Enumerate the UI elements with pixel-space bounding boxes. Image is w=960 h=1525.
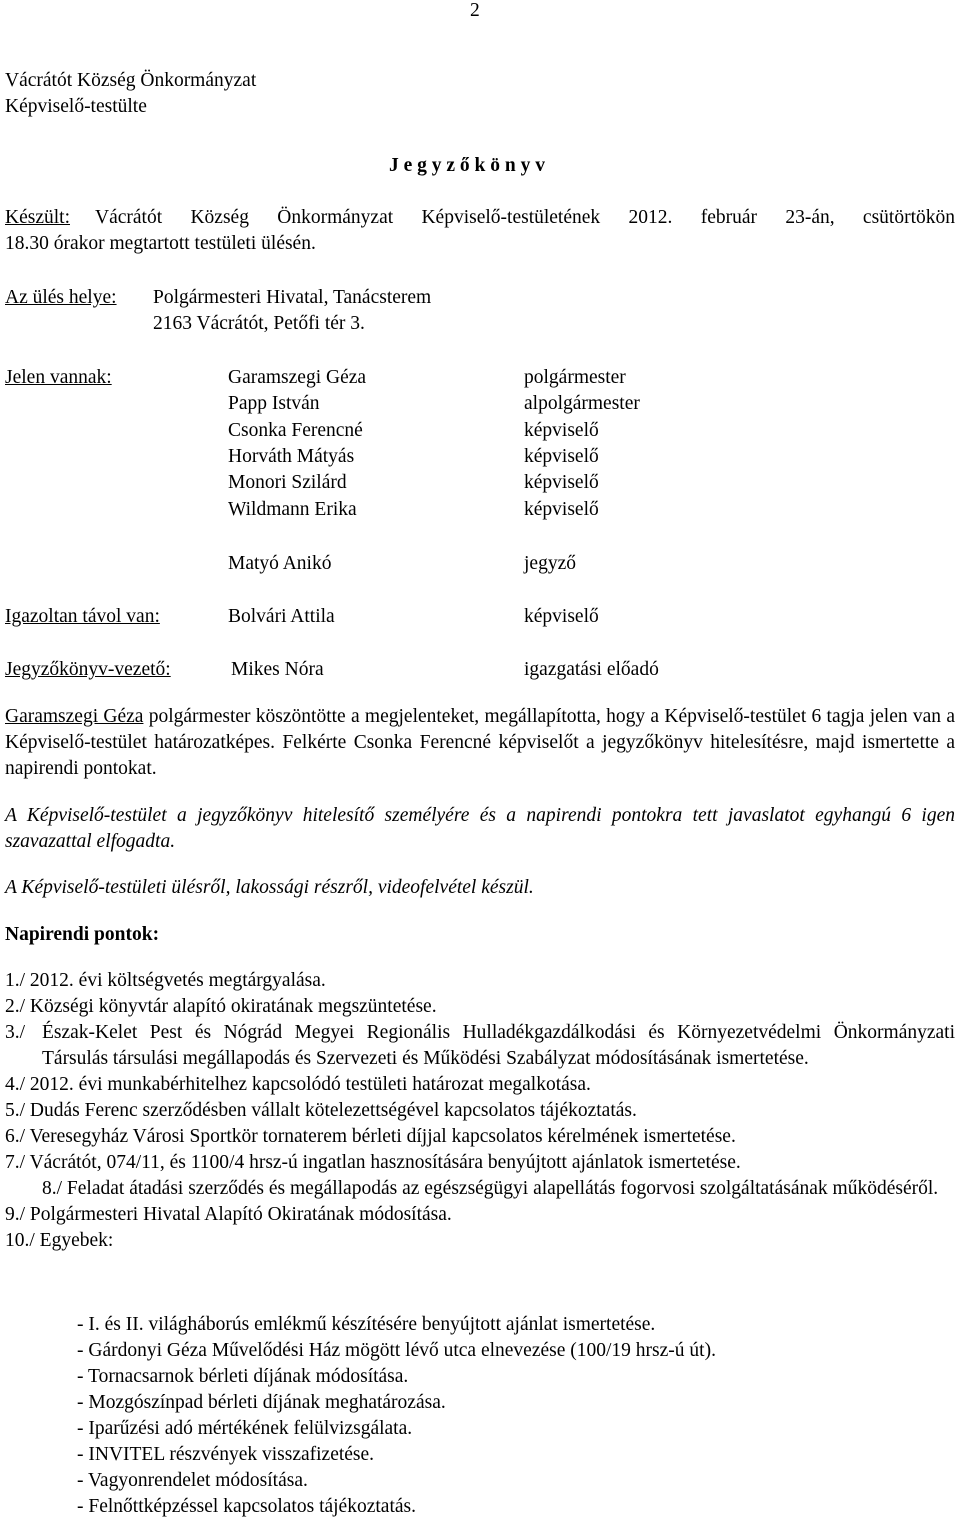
sub-item: - I. és II. világháborús emlékmű készítésére benyújtott ajánlat ismertetése.	[77, 1314, 656, 1335]
resolution-text: A Képviselő-testület a jegyzőkönyv hitelesítő személyére és a napirendi pontokra tett javaslatot egyhangú 6 igen szavazattal elfogadta.	[5, 805, 955, 852]
agenda-item: 4./ 2012. évi munkabérhitelhez kapcsolódó testületi határozat megalkotása.	[5, 1074, 591, 1095]
recorder-role: igazgatási előadó	[524, 659, 659, 680]
sub-item: - Felnőttképzéssel kapcsolatos tájékoztatás.	[77, 1496, 416, 1517]
agenda-item-text: 8./ Feladat átadási szerződés és megállapodás az egészségügyi alapellátás fogorvosi szolgáltatásának működéséről.	[42, 1178, 939, 1199]
page-number: 2	[470, 0, 480, 21]
sub-item: - Gárdonyi Géza Művelődési Ház mögött lévő utca elnevezése (100/19 hrsz-ú út).	[77, 1340, 716, 1361]
municipality-name: Vácrátót Község Önkormányzat	[5, 70, 257, 91]
sub-item: - Iparűzési adó mértékének felülvizsgálata.	[77, 1418, 413, 1439]
opening-paragraph	[5, 704, 955, 782]
agenda-title: Napirendi pontok:	[5, 924, 160, 945]
member-role: képviselő	[524, 446, 599, 467]
recorder-name: Mikes Nóra	[231, 659, 324, 680]
recorder-label: Jegyzőkönyv-vezető:	[5, 659, 171, 680]
body-name: Képviselő-testülte	[5, 96, 147, 117]
agenda-item: 2./ Községi könyvtár alapító okiratának megszüntetése.	[5, 996, 437, 1017]
member-name: Monori Szilárd	[228, 472, 347, 493]
member-role: képviselő	[524, 420, 599, 441]
agenda-item-number: 3./	[5, 1022, 26, 1043]
sub-item: - Tornacsarnok bérleti díjának módosítása.	[77, 1366, 409, 1387]
notary-name: Matyó Anikó	[228, 553, 332, 574]
video-note: A Képviselő-testületi ülésről, lakossági részről, videofelvétel készül.	[5, 877, 534, 898]
member-name: Garamszegi Géza	[228, 367, 367, 388]
agenda-item-text: Észak-Kelet Pest és Nógrád Megyei Regionális Hulladékgazdálkodási és Környezetvédelmi Önkormányzati Társulás társulási megállapodás és Szervezeti és Működési Szabályzat módosításának ismertetése.	[42, 1022, 955, 1069]
agenda-item: 6./ Veresegyház Városi Sportkör tornaterem bérleti díjjal kapcsolatos kérelmének ismertetése.	[5, 1126, 736, 1147]
opening-text: polgármester köszöntötte a megjelenteket, megállapította, hogy a Képviselő-testület 6 tagja jelen van a Képviselő-testület határozatképes. Felkérte Csonka Ferencné képviselőt a jegyzőkönyv hitelesítésre, majd ismertette a napirendi pontokat.	[5, 706, 955, 779]
document-title: J e g y z ő k ö n y v	[389, 155, 545, 176]
keszult-text-1: Vácrátót Község Önkormányzat Képviselő-testületének 2012. február 23-án, csütörtökön	[95, 207, 955, 228]
sub-item: - Mozgószínpad bérleti díjának meghatározása.	[77, 1392, 446, 1413]
member-role: képviselő	[524, 499, 599, 520]
member-name: Csonka Ferencné	[228, 420, 363, 441]
absent-label: Igazoltan távol van:	[5, 606, 160, 627]
member-name: Horváth Mátyás	[228, 446, 355, 467]
sub-item-list	[77, 1312, 716, 1520]
absent-role: képviselő	[524, 606, 599, 627]
sub-item: - INVITEL részvények visszafizetése.	[77, 1444, 375, 1465]
member-role: alpolgármester	[524, 393, 640, 414]
member-role: polgármester	[524, 367, 626, 388]
location-line-1: Polgármesteri Hivatal, Tanácsterem	[153, 287, 432, 308]
agenda-item: 10./ Egyebek:	[5, 1230, 114, 1251]
member-role: képviselő	[524, 472, 599, 493]
absent-name: Bolvári Attila	[228, 606, 335, 627]
agenda-item: 1./ 2012. évi költségvetés megtárgyalása.	[5, 970, 326, 991]
keszult-label: Készült:	[5, 207, 70, 228]
agenda-item: 7./ Vácrátót, 074/11, és 1100/4 hrsz-ú ingatlan hasznosítására benyújtott ajánlatok ismertetése.	[5, 1152, 741, 1173]
keszult-text-2: 18.30 órakor megtartott testületi ülésén.	[5, 233, 316, 254]
agenda-item	[5, 1176, 955, 1202]
agenda-item	[5, 1020, 955, 1072]
sub-item: - Vagyonrendelet módosítása.	[77, 1470, 308, 1491]
agenda-item: 5./ Dudás Ferenc szerződésben vállalt kötelezettségével kapcsolatos tájékoztatás.	[5, 1100, 637, 1121]
location-label: Az ülés helye:	[5, 287, 117, 308]
notary-role: jegyző	[524, 553, 576, 574]
agenda-list	[5, 968, 955, 1254]
member-name: Wildmann Erika	[228, 499, 357, 520]
mayor-name: Garamszegi Géza	[5, 706, 144, 727]
present-label: Jelen vannak:	[5, 367, 112, 388]
agenda-item: 9./ Polgármesteri Hivatal Alapító Okiratának módosítása.	[5, 1204, 452, 1225]
member-name: Papp István	[228, 393, 320, 414]
location-line-2: 2163 Vácrátót, Petőfi tér 3.	[153, 313, 365, 334]
